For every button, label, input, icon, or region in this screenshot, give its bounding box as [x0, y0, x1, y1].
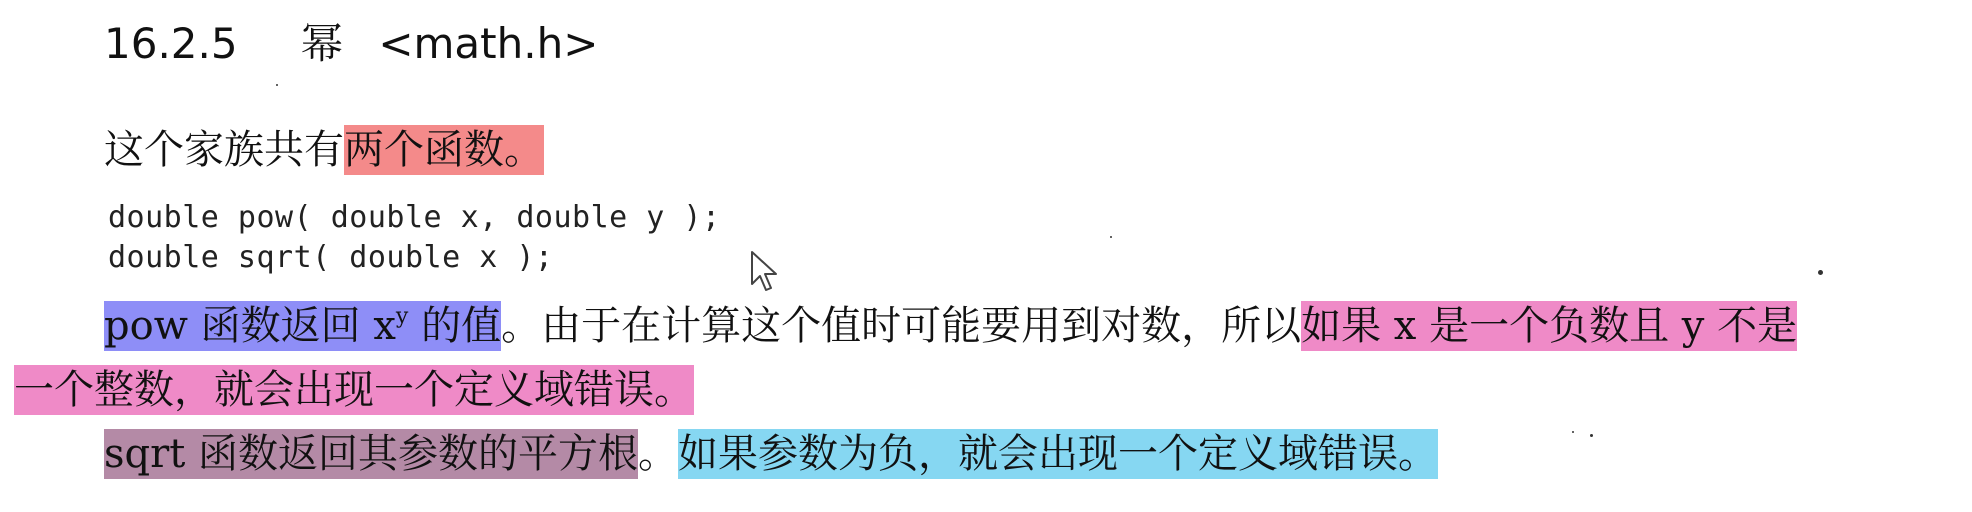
intro-paragraph	[104, 122, 544, 178]
pow-highlight-tail: 的值	[408, 303, 502, 349]
section-heading	[104, 14, 598, 74]
mouse-pointer-icon	[750, 250, 780, 294]
scan-speck	[1110, 236, 1112, 238]
section-number: 16.2.5	[104, 19, 238, 68]
pow-paragraph-line-2	[14, 360, 694, 420]
code-line-sqrt: double sqrt( double x );	[108, 240, 554, 275]
pow-paragraph-line-1	[104, 296, 1797, 356]
code-block	[108, 198, 721, 278]
scan-speck	[1572, 431, 1574, 433]
pow-exponent: y	[395, 304, 409, 329]
scan-speck	[1818, 270, 1823, 275]
pow-highlight-text: pow 函数返回 x	[104, 303, 396, 349]
header-file-name: <math.h>	[378, 19, 599, 68]
sqrt-highlight: sqrt 函数返回其参数的平方根	[104, 431, 639, 477]
sqrt-domain-error-highlight: 如果参数为负，就会出现一个定义域错误。	[678, 431, 1439, 477]
sqrt-paragraph	[104, 424, 1438, 484]
pow-domain-error-highlight-2: 一个整数，就会出现一个定义域错误。	[14, 367, 694, 413]
section-title: 幂	[300, 19, 343, 68]
pow-highlight	[104, 301, 501, 351]
code-line-pow: double pow( double x, double y );	[108, 200, 721, 235]
pow-domain-error-highlight-1: 如果 x 是一个负数且 y 不是	[1301, 303, 1798, 349]
scan-speck	[276, 84, 278, 86]
scan-speck	[1590, 434, 1593, 437]
intro-text: 这个家族共有	[104, 127, 344, 173]
sqrt-plain-text: 。	[638, 431, 679, 477]
intro-highlight: 两个函数。	[344, 127, 544, 173]
pow-plain-text: 。由于在计算这个值时可能要用到对数，所以	[501, 303, 1302, 349]
